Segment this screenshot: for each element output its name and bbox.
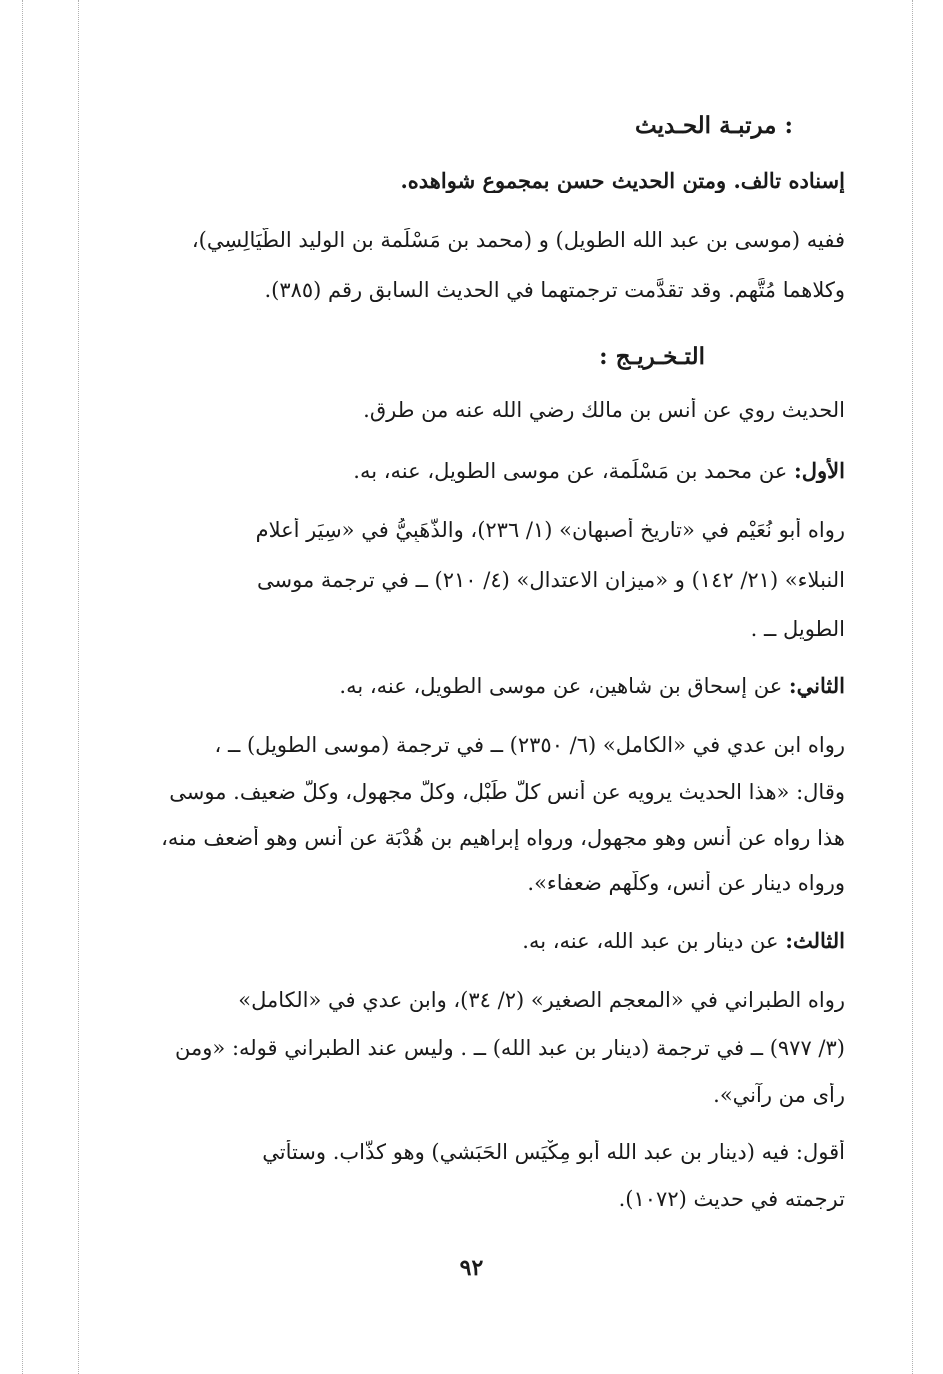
scan-edge-left: [22, 0, 23, 1374]
second-text: عن إسحاق بن شاهين، عن موسى الطويل، عنه، به.: [339, 674, 783, 698]
first-text: عن محمد بن مَسْلَمة، عن موسى الطويل، عنه، به.: [353, 459, 788, 483]
para-4-line-3: رأى من رآني».: [713, 1083, 845, 1107]
third-route: [150, 928, 845, 953]
para-2-line-3: الطويل ــ .: [750, 617, 845, 641]
para-1-line-2: وكلاهما مُتَّهم. وقد تقدَّمت ترجمتهما في الحديث السابق رقم (٣٨٥).: [264, 278, 845, 302]
para-3-line-1: رواه ابن عدي في «الكامل» (٦/ ٢٣٥٠) ــ في ترجمة (موسى الطويل) ــ ،: [214, 733, 845, 757]
para-1-line-1: ففيه (موسى بن عبد الله الطويل) و (محمد بن مَسْلَمة بن الوليد الطَّيَالِسِي)،: [191, 228, 845, 252]
para-5-line-2: ترجمته في حديث (١٠٧٢).: [618, 1187, 845, 1211]
para-3-line-4: ورواه دينار عن أنس، وكلُّهم ضعفاء».: [527, 871, 845, 895]
first-route: [150, 458, 845, 483]
third-label: الثالث:: [785, 928, 845, 953]
second-route: [150, 673, 845, 698]
intro-text: الحديث روي عن أنس بن مالك رضي الله عنه من طرق.: [363, 398, 845, 422]
para-3-line-2: وقال: «هذا الحديث يرويه عن أنس كلُّ طَبْلٍ، وكلُّ مجهول، وكلُّ ضعيف. موسى: [169, 780, 845, 804]
para-4-line-1: رواه الطبراني في «المعجم الصغير» (٢/ ٣٤)، وابن عدي في «الكامل»: [238, 988, 845, 1012]
second-label: الثاني:: [788, 673, 845, 698]
scan-edge-left-inner: [78, 0, 79, 1374]
third-text: عن دينار بن عبد الله، عنه، به.: [522, 929, 779, 953]
para-3-line-3: هذا رواه عن أنس وهو مجهول، ورواه إبراهيم بن هُدْبَة عن أنس وهو أضعف منه،: [161, 826, 845, 850]
heading-rank: مرتبـة الحـديث :: [635, 112, 793, 139]
para-4-line-2: (٣/ ٩٧٧) ــ في ترجمة (دينار بن عبد الله) ــ . وليس عند الطبراني قوله: «ومن: [175, 1036, 845, 1060]
page-number: ٩٢: [459, 1255, 484, 1281]
scan-edge-right: [912, 0, 913, 1374]
first-label: الأول:: [794, 458, 845, 483]
rank-text: إسناده تالف. ومتن الحديث حسن بمجموع شواهده.: [400, 168, 845, 193]
para-2-line-1: رواه أبو نُعَيْم في «تاريخ أصبهان» (١/ ٢٣٦)، والذَّهَبِيُّ في «سِيَر أعلام: [255, 518, 845, 542]
para-5-line-1: أقول: فيه (دينار بن عبد الله أبو مِكْيَس الحَبَشي) وهو كذَّاب. وستأتي: [262, 1140, 845, 1164]
para-2-line-2: النبلاء» (٢١/ ١٤٢) و «ميزان الاعتدال» (٤/ ٢١٠) ــ في ترجمة موسى: [257, 568, 845, 592]
heading-takhrij: التـخـريـج :: [599, 343, 705, 370]
document-page: [150, 0, 845, 1374]
